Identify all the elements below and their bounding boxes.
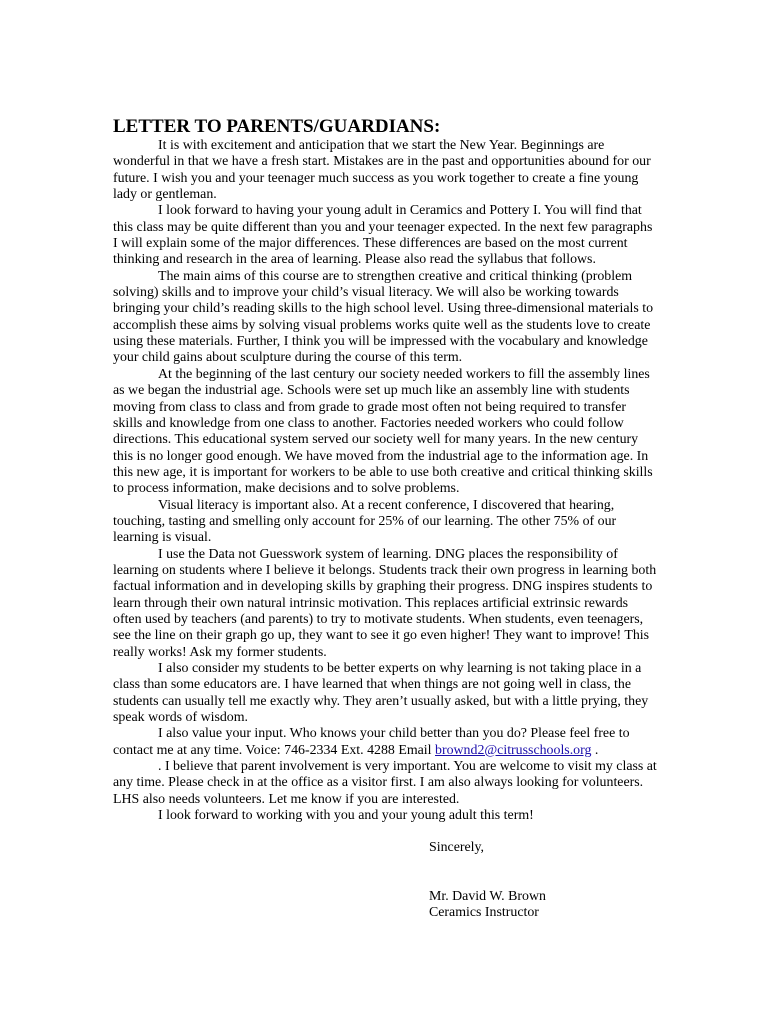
paragraph-new-year: It is with excitement and anticipation that we start the New Year. Beginnings are wonderful in that we have a fresh start. Mistakes are in the past and opportunities abound for our future. I wish you and your teenager much success as you work together to create a fine young lady or gentleman. bbox=[113, 138, 651, 203]
paragraph-contact bbox=[113, 726, 658, 759]
closing-salutation: Sincerely, bbox=[429, 840, 485, 855]
paragraph-closing-line: I look forward to working with you and your young adult this term! bbox=[158, 808, 534, 824]
signer-name: Mr. David W. Brown bbox=[429, 889, 546, 904]
contact-text: I also value your input. Who knows your child better than you do? Please feel free to contact me at any time. Voice: 746-2334 Ext. 4288 Email bbox=[113, 726, 630, 758]
paragraph-student-experts: I also consider my students to be better experts on why learning is not taking place in a class than some educators are. I have learned that when things are not going well in class, the students can usually tell me exactly why. They aren’t usually asked, but with a little prying, they speak words of wisdom. bbox=[113, 661, 649, 726]
letter-title: LETTER TO PARENTS/GUARDIANS: bbox=[113, 116, 441, 137]
paragraph-ceramics-intro: I look forward to having your young adult in Ceramics and Pottery I. You will find that this class may be quite different than you and your teenager expected. In the next few paragraphs I will explain some of the major differences. These differences are based on the most current thinking and research in the area of learning. Please also read the syllabus that follows. bbox=[113, 203, 653, 268]
signature-block bbox=[429, 889, 546, 922]
paragraph-industrial-age: At the beginning of the last century our society needed workers to fill the assembly lines as we began the industrial age. Schools were set up much like an assembly line with students moving from class to class and from grade to grade most often not being required to transfer skills and knowledge from one class to another. Factories needed workers who could follow directions. This educational system served our society well for many years. In the new century this is no longer good enough. We have moved from the industrial age to the information age. In this new age, it is important for workers to be able to use both creative and critical thinking skills to process information, make decisions and to solve problems. bbox=[113, 366, 653, 497]
paragraph-parent-involvement: . I believe that parent involvement is very important. You are welcome to visit my class at any time. Please check in at the office as a visitor first. I am also always looking for volunteers. LHS also needs volunteers. Let me know if you are interested. bbox=[113, 759, 657, 807]
email-link[interactable]: brownd2@citrusschools.org bbox=[435, 742, 592, 758]
contact-text-end: . bbox=[591, 742, 599, 758]
letter-body bbox=[113, 116, 658, 824]
paragraph-visual-literacy: Visual literacy is important also. At a recent conference, I discovered that hearing, touching, tasting and smelling only account for 25% of our learning. The other 75% of our learning is visual. bbox=[113, 497, 617, 546]
paragraph-dng-system: I use the Data not Guesswork system of learning. DNG places the responsibility of learning on students where I believe it belongs. Students track their own progress in learning both factual information and in developing skills by graphing their progress. DNG inspires students to learn through their own natural intrinsic motivation. This replaces artificial extrinsic rewards often used by teachers (and parents) to try to motivate students. When students, even teenagers, see the line on their graph go up, they want to see it go even higher! They want to improve! This really works! Ask my former students. bbox=[113, 546, 657, 660]
signer-title: Ceramics Instructor bbox=[429, 905, 539, 921]
paragraph-course-aims: The main aims of this course are to strengthen creative and critical thinking (problem solving) skills and to improve your child’s visual literacy. We will also be working towards bringing your child’s reading skills to the high school level. Using three-dimensional materials to accomplish these aims by solving visual problems works quite well as the students love to create using these materials. Further, I think you will be impressed with the vocabulary and knowledge your child gains about sculpture during the course of this term. bbox=[113, 268, 654, 366]
